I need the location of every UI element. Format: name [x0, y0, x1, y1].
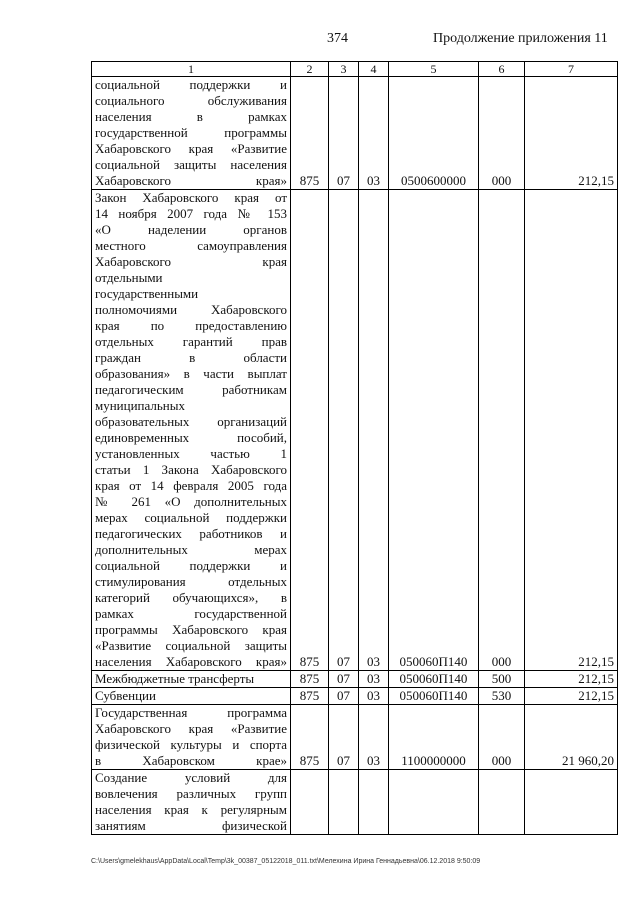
row-name-line: социальной поддержки и	[95, 558, 287, 573]
code-main-cell: 875	[291, 671, 329, 688]
code-subsection-cell: 03	[359, 688, 389, 705]
table-row	[92, 190, 618, 671]
row-name-line: Хабаровского края «Развитие	[95, 721, 287, 736]
code-target-cell: 1100000000	[389, 705, 479, 770]
budget-table	[91, 61, 618, 835]
row-name-line: населения края к регулярным	[95, 802, 287, 817]
row-name-line: Закон Хабаровского края от	[95, 190, 287, 205]
code-target-cell	[389, 770, 479, 835]
code-section-cell	[329, 770, 359, 835]
code-expense-type-cell: 000	[479, 77, 525, 190]
row-name-line: статьи 1 Закона Хабаровского	[95, 462, 287, 477]
amount-cell: 212,15	[525, 671, 618, 688]
code-section-cell: 07	[329, 705, 359, 770]
code-expense-type-cell: 000	[479, 705, 525, 770]
row-name-line: образовательных организаций	[95, 414, 287, 429]
code-target-cell: 050060П140	[389, 671, 479, 688]
code-subsection-cell: 03	[359, 671, 389, 688]
row-name-line: педагогических работников и	[95, 526, 287, 541]
column-number: 2	[291, 62, 329, 77]
code-expense-type-cell: 500	[479, 671, 525, 688]
row-name-line: установленных частью 1	[95, 446, 287, 461]
column-number: 4	[359, 62, 389, 77]
row-name-line: № 261 «О дополнительных	[95, 494, 287, 509]
row-name-line: социальной защиты населения	[95, 157, 287, 172]
code-expense-type-cell	[479, 770, 525, 835]
code-main-cell: 875	[291, 705, 329, 770]
amount-cell: 212,15	[525, 688, 618, 705]
code-section-cell: 07	[329, 77, 359, 190]
row-name-line: Межбюджетные трансферты	[95, 671, 255, 686]
row-name-line: населения в рамках	[95, 109, 287, 124]
row-name-line: «О наделении органов	[95, 222, 287, 237]
table-row	[92, 671, 618, 688]
column-number: 5	[389, 62, 479, 77]
row-name-line: программы Хабаровского края	[95, 622, 287, 637]
amount-cell: 212,15	[525, 77, 618, 190]
table-row	[92, 688, 618, 705]
page-number: 374	[327, 31, 348, 46]
code-expense-type-cell: 530	[479, 688, 525, 705]
row-name-line: отдельными	[95, 270, 163, 285]
appendix-continuation: Продолжение приложения 11	[433, 31, 608, 46]
table-row	[92, 705, 618, 770]
row-name-cell	[92, 688, 291, 705]
row-name-line: отдельных гарантий прав	[95, 334, 287, 349]
row-name-line: граждан в области	[95, 350, 287, 365]
row-name-line: Субвенции	[95, 688, 156, 703]
table-row	[92, 77, 618, 190]
row-name-cell	[92, 671, 291, 688]
row-name-line: Хабаровского края	[95, 254, 287, 269]
code-section-cell: 07	[329, 190, 359, 671]
row-name-cell	[92, 770, 291, 835]
code-subsection-cell: 03	[359, 705, 389, 770]
code-subsection-cell: 03	[359, 190, 389, 671]
row-name-cell	[92, 705, 291, 770]
row-name-line: Создание условий для	[95, 770, 287, 785]
row-name-line: края по предоставлению	[95, 318, 287, 333]
row-name-line: стимулирования отдельных	[95, 574, 287, 589]
code-expense-type-cell: 000	[479, 190, 525, 671]
row-name-line: полномочиями Хабаровского	[95, 302, 287, 317]
row-name-line: педагогическим работникам	[95, 382, 287, 397]
code-section-cell: 07	[329, 671, 359, 688]
row-name-line: муниципальных	[95, 398, 186, 413]
column-number: 1	[92, 62, 291, 77]
column-number-row	[92, 62, 618, 77]
row-name-line: 14 ноября 2007 года № 153	[95, 206, 287, 221]
column-number: 6	[479, 62, 525, 77]
row-name-line: в Хабаровском крае»	[95, 753, 287, 768]
row-name-line: социальной поддержки и	[95, 77, 287, 92]
row-name-line: Хабаровского края»	[95, 173, 287, 188]
amount-cell: 21 960,20	[525, 705, 618, 770]
row-name-line: рамках государственной	[95, 606, 287, 621]
row-name-line: образования» в части выплат	[95, 366, 287, 381]
code-subsection-cell: 03	[359, 77, 389, 190]
code-main-cell: 875	[291, 77, 329, 190]
row-name-line: населения Хабаровского края»	[95, 654, 287, 669]
code-target-cell: 0500600000	[389, 77, 479, 190]
row-name-line: Государственная программа	[95, 705, 287, 720]
column-number: 3	[329, 62, 359, 77]
row-name-line: местного самоуправления	[95, 238, 287, 253]
code-main-cell: 875	[291, 190, 329, 671]
amount-cell	[525, 770, 618, 835]
row-name-line: государственной программы	[95, 125, 287, 140]
row-name-line: «Развитие социальной защиты	[95, 638, 287, 653]
column-number: 7	[525, 62, 618, 77]
row-name-line: мерах социальной поддержки	[95, 510, 287, 525]
row-name-line: края от 14 февраля 2005 года	[95, 478, 287, 493]
row-name-line: дополнительных мерах	[95, 542, 287, 557]
row-name-line: занятиям физической	[95, 818, 287, 833]
code-main-cell	[291, 770, 329, 835]
file-path-footer: C:\Users\gmelekhaus\AppData\Local\Temp\3k_00387_05122018_011.txt\Мелехина Ирина Геннадьевна\06.12.2018 9:50:09	[91, 858, 481, 865]
code-target-cell: 050060П140	[389, 190, 479, 671]
row-name-line: категорий обучающихся», в	[95, 590, 287, 605]
table-row	[92, 770, 618, 835]
code-section-cell: 07	[329, 688, 359, 705]
amount-cell: 212,15	[525, 190, 618, 671]
row-name-cell	[92, 190, 291, 671]
row-name-line: Хабаровского края «Развитие	[95, 141, 287, 156]
code-subsection-cell	[359, 770, 389, 835]
row-name-line: единовременных пособий,	[95, 430, 287, 445]
row-name-cell	[92, 77, 291, 190]
row-name-line: физической культуры и спорта	[95, 737, 287, 752]
code-main-cell: 875	[291, 688, 329, 705]
row-name-line: социального обслуживания	[95, 93, 287, 108]
row-name-line: вовлечения различных групп	[95, 786, 287, 801]
row-name-line: государственными	[95, 286, 199, 301]
code-target-cell: 050060П140	[389, 688, 479, 705]
